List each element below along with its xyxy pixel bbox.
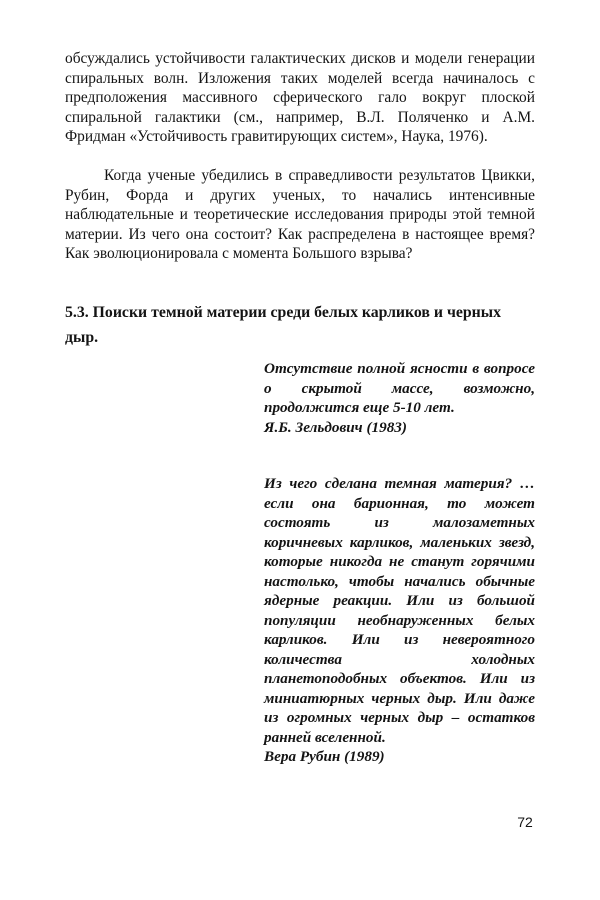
paragraph-2: Когда ученые убедились в справедливости результатов Цвикки, Рубин, Форда и других ученых, то начались интенсивные наблюдательные и теоретические исследования природы этой темной материи. Из чего она состоит? Как распределена в настоящее время? Как эволюционировала с момента Большого взрыва? xyxy=(65,167,535,262)
epigraph-zeldovich xyxy=(264,359,535,437)
epigraph-author: Я.Б. Зельдович (1983) xyxy=(264,418,407,436)
epigraph-author: Вера Рубин (1989) xyxy=(264,748,385,765)
paragraph-1: обсуждались устойчивости галактических дисков и модели генерации спиральных волн. Изложения таких моделей всегда начиналось с предположения массивного сферического гало вокруг плоской спиральной галактики (см., например, В.Л. Поляченко и А.М. Фридман «Устойчивость гравитирующих систем», Наука, 1976). xyxy=(65,50,535,145)
epigraph-rubin xyxy=(264,474,535,767)
page-number: 72 xyxy=(517,814,533,830)
epigraph-quote: Из чего сделана темная материя? …если она барионная, то может состоять из малозаметных коричневых карликов, маленьких звезд, которые никогда не станут горячими настолько, чтобы начались обычные ядерные реакции. Или из большой популяции необнаруженных белых карликов. Или из невероятного количества холодных планетоподобных объектов. Или из миниатюрных черных дыр. Или даже из огромных черных дыр – остатков ранней вселенной. xyxy=(264,475,535,746)
section-heading: 5.3. Поиски темной материи среди белых карликов и черных дыр. xyxy=(65,304,502,346)
epigraph-quote: Отсутствие полной ясности в вопросе о скрытой массе, возможно, продолжится еще 5-10 лет. xyxy=(264,360,535,416)
